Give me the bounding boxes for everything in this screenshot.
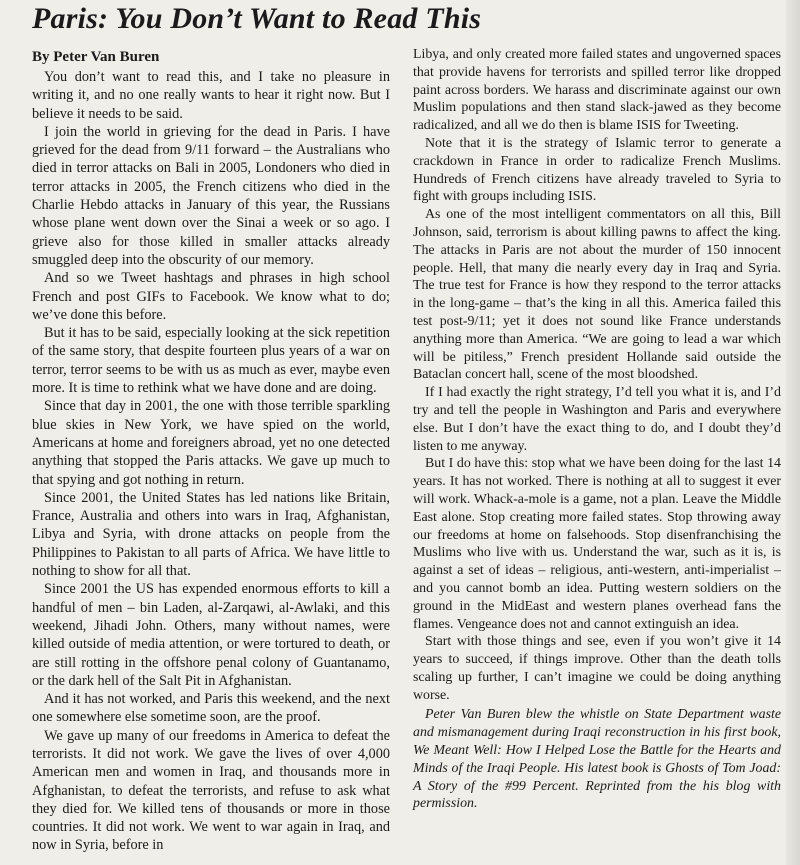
paragraph: And it has not worked, and Paris this weekend, and the next one somewhere else sometime soon, are the proof. [32, 691, 390, 726]
byline: By Peter Van Buren [32, 49, 160, 65]
left-column [32, 68, 390, 855]
paragraph: Start with those things and see, even if you won’t give it 14 years to succeed, if things improve. Other than the death tolls scaling up further, I can’t imagine we could be doing anything worse. [413, 634, 781, 703]
paragraph: If I had exactly the right strategy, I’d tell you what it is, and I’d try and tell the people in Washington and Paris and everywhere else. But I don’t have the exact thing to do, and I doubt they’d listen to me anyway. [413, 385, 781, 454]
paragraph: Note that it is the strategy of Islamic terror to generate a crackdown in France in order to radicalize French Muslims. Hundreds of French citizens have already traveled to Syria to fight with groups including ISIS. [413, 135, 781, 205]
paragraph: You don’t want to read this, and I take no pleasure in writing it, and no one really wants to hear it right now. But I believe it needs to be said. [32, 69, 390, 122]
paragraph: We gave up many of our freedoms in America to defeat the terrorists. It did not work. We gave the lives of over 4,000 American men and women in Iraq, and thousands more in Afghanistan, to defeat the terrorists, and refuse to ask what they died for. We killed tens of thousands or more in those countries. It did not work. We went to war again in Iraq, and now in Syria, before in [32, 727, 390, 854]
paragraph: I join the world in grieving for the dead in Paris. I have grieved for the dead from 9/11 forward – the Australians who died in terror attacks on Bali in 2005, Londoners who died in terror attacks in 2005, the French citizens who died in the Charlie Hebdo attacks in January of this year, the Russians whose plane went down over the Sinai a week or so ago. I grieve also for those killed in smaller attacks already smuggled deep into the obscurity of our memory. [32, 123, 390, 268]
paragraph-continued: Libya, and only created more failed states and ungoverned spaces that provide havens for terrorists and spilled terror like dropped paint across borders. We harass and discriminate against our own Muslim populations and then stand slack-jawed as they become radicalized, and all we do then is blame ISIS for Tweeting. [413, 47, 781, 134]
paragraph: Since that day in 2001, the one with those terrible sparkling blue skies in New York, we have spied on the world, Americans at home and foreigners abroad, yet no one detected anything that stopped the Paris attacks. We gave up much to that spying and got nothing in return. [32, 398, 390, 488]
paragraph: And so we Tweet hashtags and phrases in high school French and post GIFs to Facebook. We know what to do; we’ve done this before. [32, 270, 390, 323]
paragraph: Since 2001 the US has expended enormous efforts to kill a handful of men – bin Laden, al-Zarqawi, al-Awlaki, and this weekend, Jihadi John. Others, many without names, were killed outside of media attention, or were tortured to death, or are still rotting in the offshore penal colony of Guantanamo, or the dark hell of the Salt Pit in Afghanistan. [32, 581, 390, 689]
paragraph: Since 2001, the United States has led nations like Britain, France, Australia and others into wars in Iraq, Afghanistan, Libya and Syria, with drone attacks on people from the Philippines to Pakistan to all parts of Africa. We have little to nothing to show for all that. [32, 489, 390, 580]
paragraph: But it has to be said, especially looking at the sick repetition of the same story, that despite fourteen plus years of a war on terror, terror seems to be with us as much as ever, maybe even more. It is time to rethink what we have done and are doing. [32, 325, 390, 397]
page-edge [786, 0, 800, 865]
author-bio: Peter Van Buren blew the whistle on State Department waste and mismanagement during Iraqi reconstruction in his first book, We Meant Well: How I Helped Lose the Battle for the Hearts and Minds of the Iraqi People. His latest book is Ghosts of Tom Joad: A Story of the #99 Percent. Reprinted from the his blog with permission. [413, 707, 781, 812]
right-column [413, 46, 781, 813]
paragraph: As one of the most intelligent commentators on all this, Bill Johnson, said, terrorism is about killing pawns to affect the king. The attacks in Paris are not about the murder of 150 innocent people. Hell, that many die nearly every day in Iraq and Syria. The true test for France is how they respond to the terror attacks in the long-game – that’s the king in all this. America failed this test post-9/11; yet it does not sound like France understands anything more than America. “We are going to lead a war which will be pitiless,” French president Hollande said outside the Bataclan concert hall, scene of the most bloodshed. [413, 207, 781, 383]
article-headline: Paris: You Don’t Want to Read This [32, 2, 482, 35]
paragraph: But I do have this: stop what we have been doing for the last 14 years. It has not worked. There is nothing at all to suggest it ever will work. Whack-a-mole is a game, not a plan. Leave the Middle East alone. Stop creating more failed states. Stop throwing away our freedoms at home on falsehoods. Stop disenfranchising the Muslims who live with us. Understand the war, such as it is, is against a set of ideas – religious, anti-western, anti-imperialist – and you cannot bomb an idea. Putting western soldiers on the ground in the MidEast and western planes overhead fans the flames. Vengeance does not and cannot extinguish an idea. [413, 456, 781, 632]
